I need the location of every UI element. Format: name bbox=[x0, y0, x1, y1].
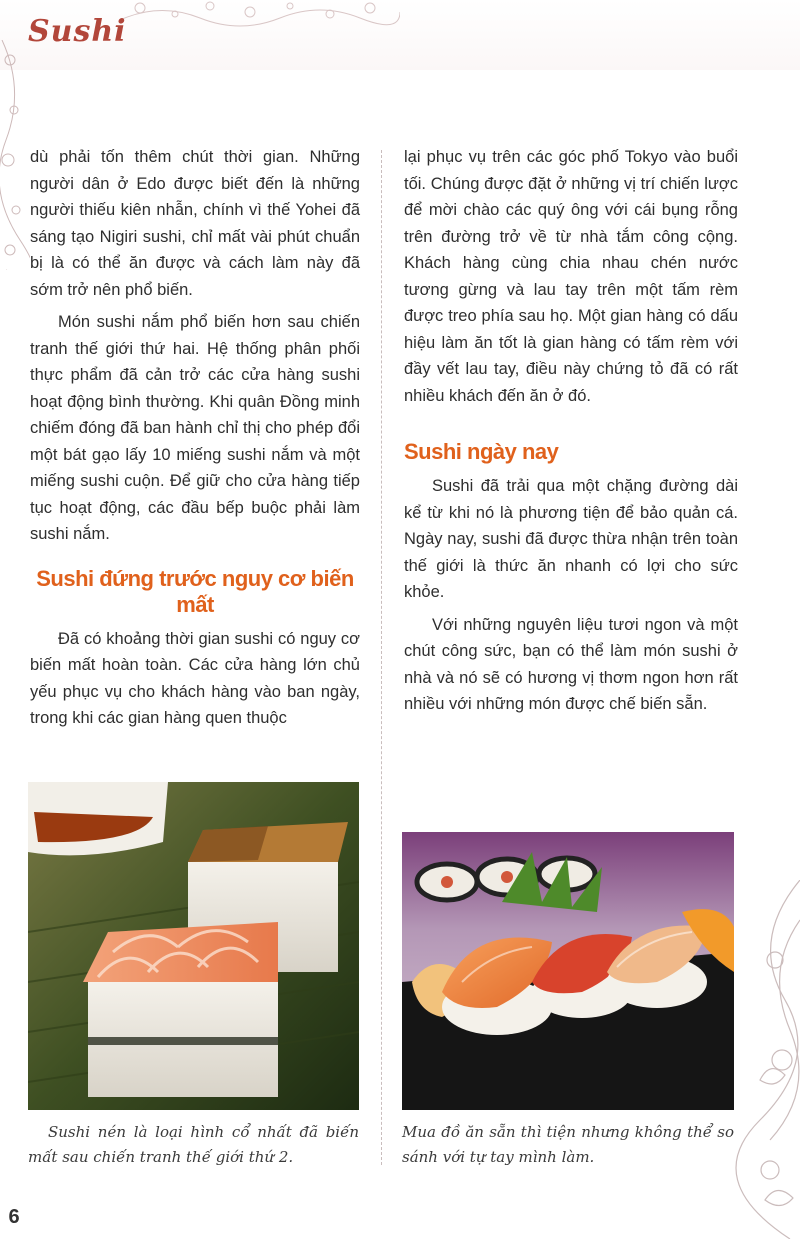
running-head: Sushi bbox=[28, 14, 127, 49]
floral-ornament-top bbox=[120, 0, 400, 30]
column-divider bbox=[381, 150, 382, 1165]
boxed-sushi-photo bbox=[402, 832, 734, 1110]
figure-caption-left: Sushi nén là loại hình cổ nhất đã biến mất sau chiến tranh thế giới thứ 2. bbox=[28, 1123, 359, 1166]
left-column bbox=[30, 144, 360, 738]
floral-ornament-right bbox=[730, 880, 800, 1239]
pressed-sushi-photo bbox=[28, 782, 359, 1110]
page-number: 6 bbox=[0, 1199, 28, 1235]
body-paragraph: lại phục vụ trên các góc phố Tokyo vào buổi tối. Chúng được đặt ở những vị trí chiến lược để mời chào các quý ông với cái bụng rỗng trên đường trở về từ nhà tắm công cộng. Khách hàng cùng chia nhau chén nước tương gừng và lau tay trên một tấm rèm được treo phía sau họ. Một gian hàng có dấu hiệu làm ăn tốt là gian hàng có tấm rèm với đầy vết lau tay, điều này chứng tỏ đã có rất nhiều khách đến ăn ở đó. bbox=[404, 148, 738, 405]
figure-caption-right: Mua đồ ăn sẵn thì tiện nhưng không thể so sánh với tự tay mình làm. bbox=[402, 1123, 734, 1166]
section-heading: Sushi đứng trước nguy cơ biến mất bbox=[36, 565, 354, 617]
body-paragraph: Đã có khoảng thời gian sushi có nguy cơ biến mất hoàn toàn. Các cửa hàng lớn chủ yếu phục vụ cho khách hàng vào ban ngày, trong khi các gian hàng quen thuộc bbox=[30, 629, 360, 727]
right-column bbox=[404, 144, 738, 724]
body-paragraph: Món sushi nắm phổ biến hơn sau chiến tranh thế giới thứ hai. Hệ thống phân phối thực phẩm đã cản trở các cửa hàng sushi hoạt động bình thường. Khi quân Đồng minh chiếm đóng đã ban hành chỉ thị cho phép đổi một bát gạo lấy 10 miếng sushi nắm và một miếng sushi cuộn. Để giữ cho cửa hàng tiếp tục hoạt động, các đầu bếp buộc phải làm sushi nắm. bbox=[30, 313, 360, 543]
body-paragraph: dù phải tốn thêm chút thời gian. Những người dân ở Edo được biết đến là những người thiếu kiên nhẫn, chính vì thế Yohei đã sáng tạo Nigiri sushi, chỉ mất vài phút chuẩn bị là có thể ăn được và cách làm này đã sớm trở nên phổ biến. bbox=[30, 148, 360, 299]
body-paragraph: Với những nguyên liệu tươi ngon và một chút công sức, bạn có thể làm món sushi ở nhà và nó sẽ có hương vị thơm ngon hơn rất nhiều với những món được chế biến sẵn. bbox=[404, 615, 738, 713]
body-paragraph: Sushi đã trải qua một chặng đường dài kể từ khi nó là phương tiện để bảo quản cá. Ngày nay, sushi đã được thừa nhận trên toàn thế giới là thức ăn nhanh có lợi cho sức khỏe. bbox=[404, 477, 738, 601]
floral-ornament-left bbox=[0, 40, 30, 270]
section-heading: Sushi ngày nay bbox=[404, 439, 559, 464]
